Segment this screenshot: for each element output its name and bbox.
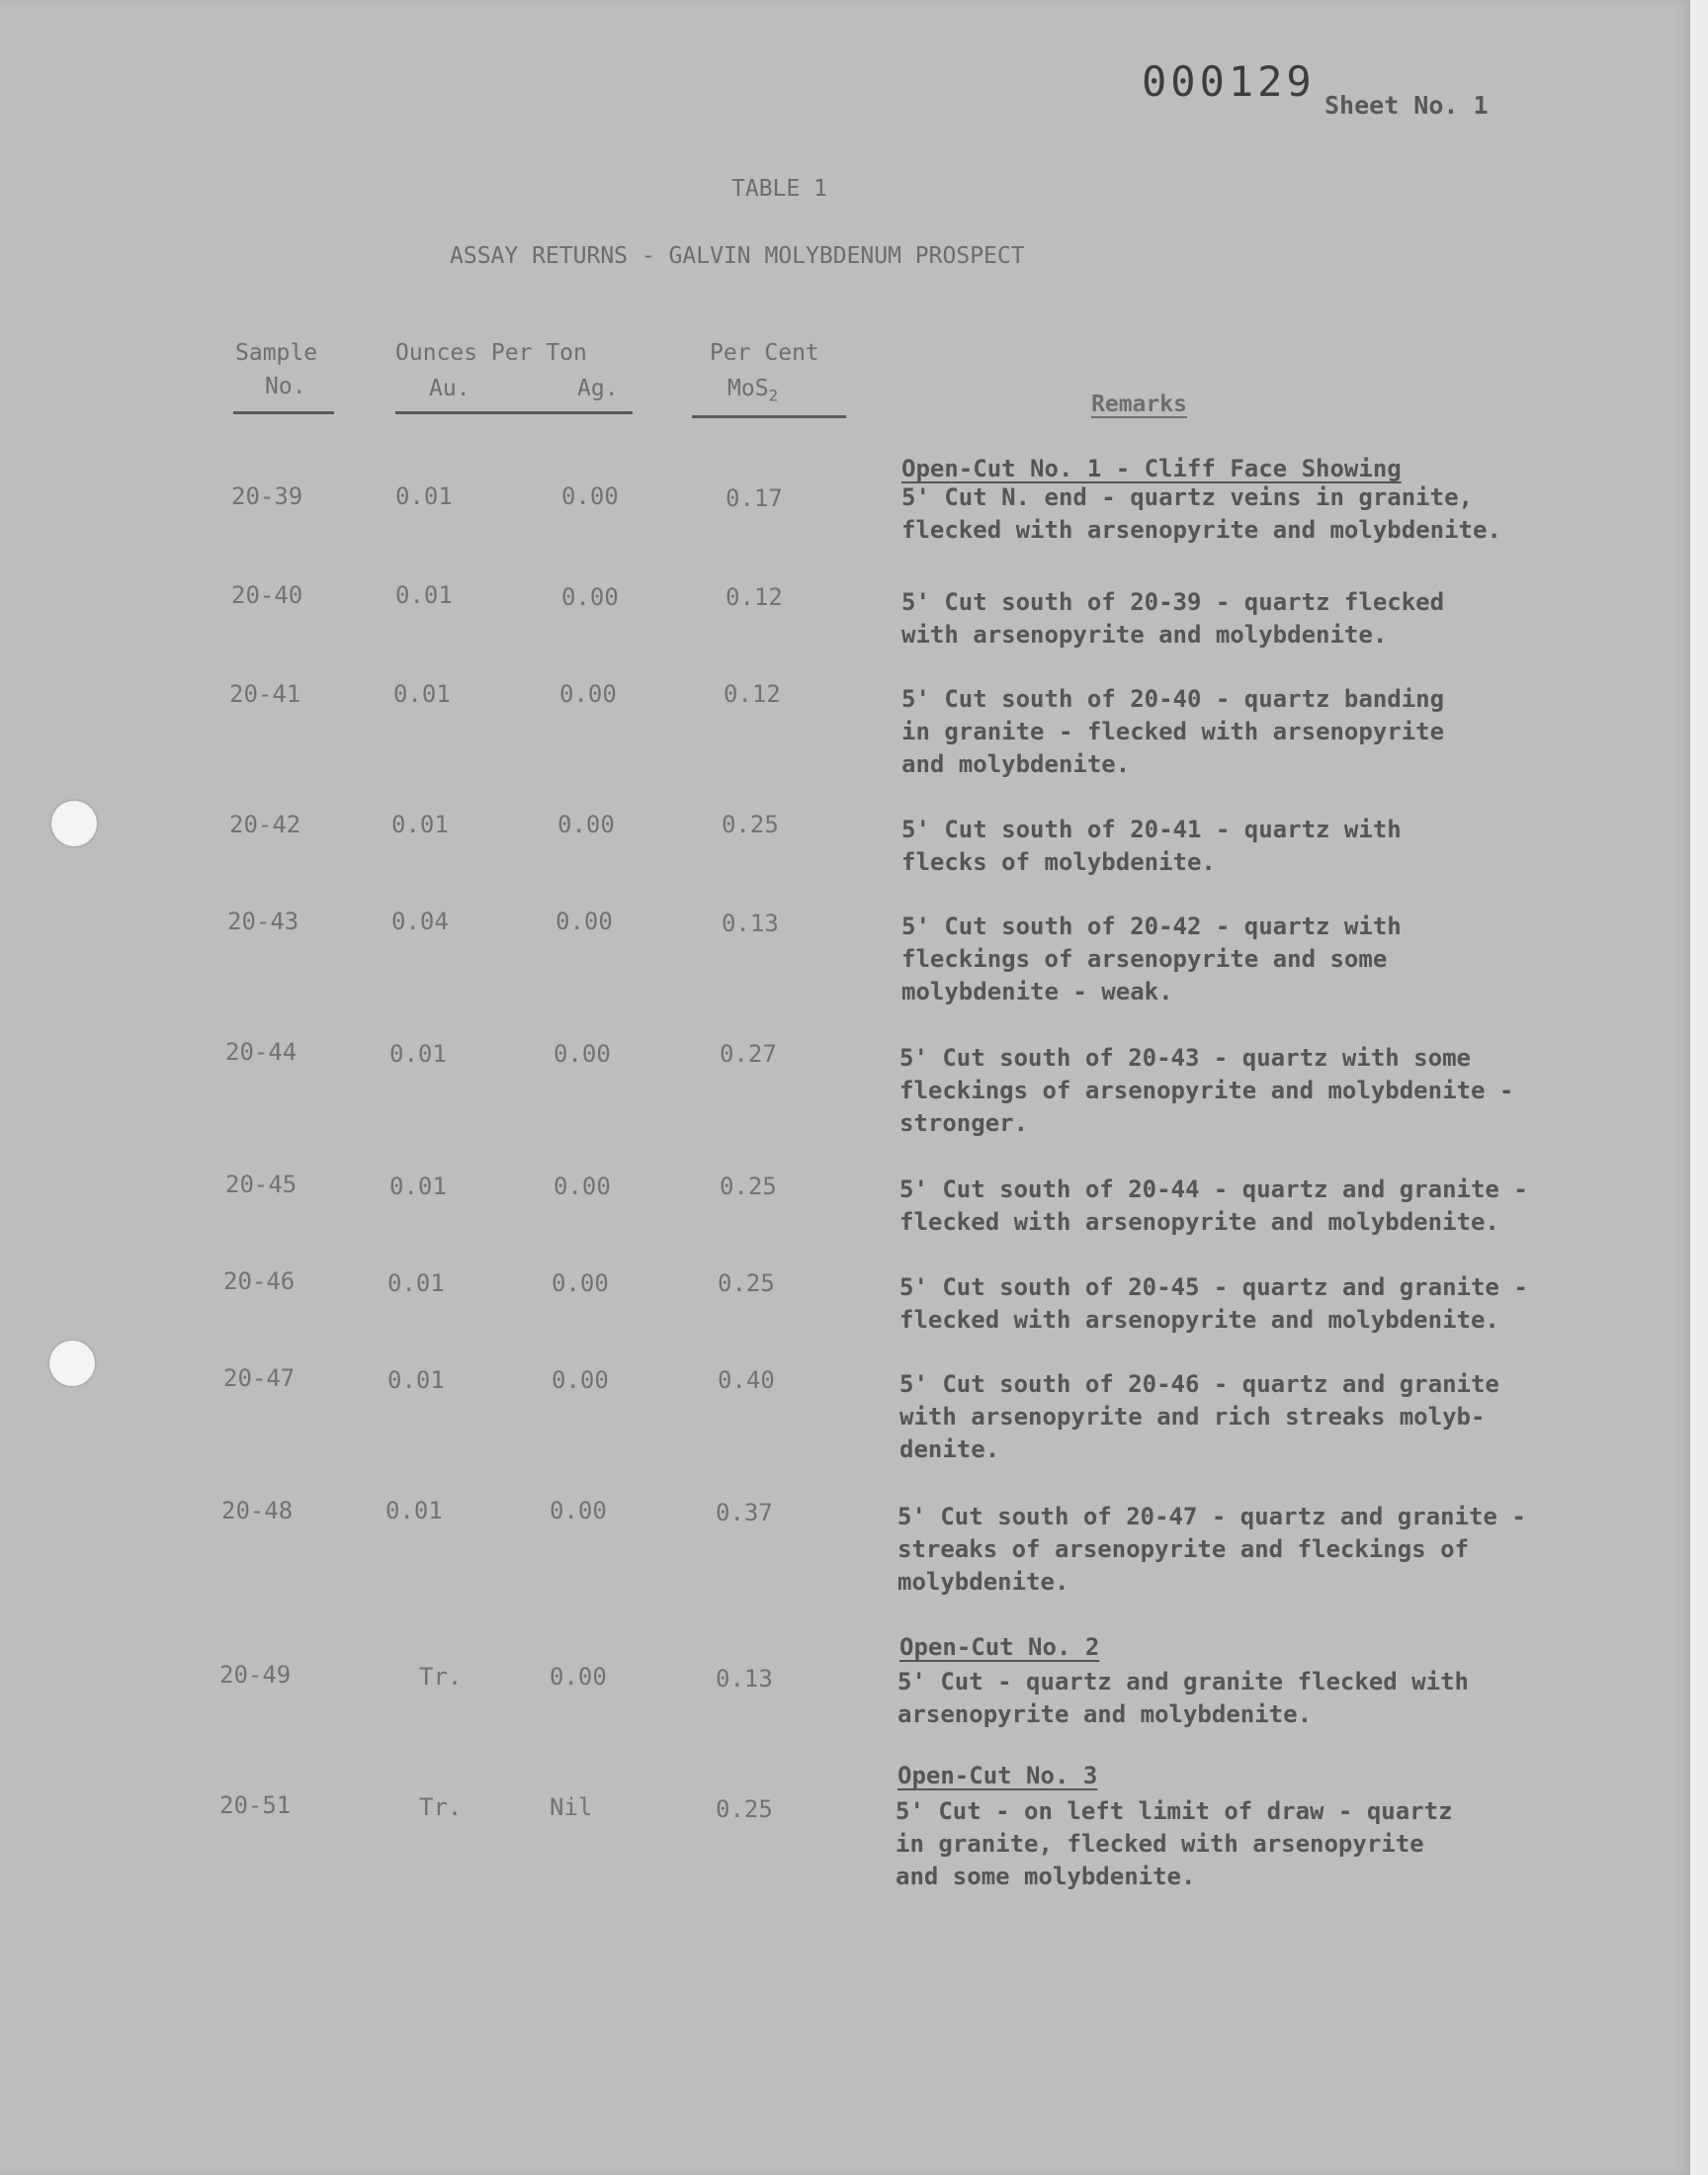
- sample-no: 20-47: [223, 1364, 296, 1392]
- header-sample-line1: Sample: [235, 340, 318, 366]
- au-value: Tr.: [419, 1793, 463, 1821]
- row-remarks: 5' Cut N. end - quartz veins in granite, flecked with arsenopyrite and molybdenite.: [901, 483, 1501, 544]
- section-open-cut-2: Open-Cut No. 2: [899, 1633, 1100, 1661]
- au-value: Tr.: [419, 1663, 463, 1691]
- header-mos2: MoS$_2$: [727, 376, 779, 405]
- row-remarks: 5' Cut south of 20-45 - quartz and granite - flecked with arsenopyrite and molybdenite.: [899, 1273, 1528, 1334]
- au-value: 0.01: [395, 482, 453, 510]
- row-remarks: 5' Cut - quartz and granite flecked with arsenopyrite and molybdenite.: [897, 1668, 1469, 1728]
- ag-value: Nil: [550, 1793, 593, 1821]
- section-open-cut-1: Open-Cut No. 1 - Cliff Face Showing: [901, 455, 1402, 482]
- sheet-number: Sheet No. 1: [1324, 91, 1489, 120]
- document-number-stamp: 000129: [1142, 57, 1316, 106]
- mos2-value: 0.25: [718, 1269, 775, 1297]
- au-value: 0.01: [389, 1173, 447, 1200]
- ag-value: 0.00: [554, 1040, 611, 1068]
- mos2-value: 0.25: [722, 811, 779, 838]
- ag-value: 0.00: [552, 1269, 609, 1297]
- header-remarks: Remarks: [1091, 392, 1187, 417]
- ag-value: 0.00: [554, 1173, 611, 1200]
- mos2-value: 0.37: [716, 1499, 773, 1526]
- sample-no: 20-51: [219, 1791, 292, 1819]
- row-remarks: 5' Cut south of 20-40 - quartz banding in granite - flecked with arsenopyrite and molybdenite.: [901, 685, 1445, 778]
- header-ounces-per-ton: Ounces Per Ton: [395, 340, 587, 366]
- header-rule: [692, 415, 846, 418]
- ag-value: 0.00: [559, 680, 617, 708]
- mos2-value: 0.25: [716, 1795, 773, 1823]
- au-value: 0.04: [391, 908, 449, 935]
- ag-value: 0.00: [561, 583, 619, 611]
- row-remarks: 5' Cut south of 20-47 - quartz and granite - streaks of arsenopyrite and fleckings of molybdenite.: [897, 1503, 1526, 1596]
- header-per-cent: Per Cent: [710, 340, 819, 366]
- au-value: 0.01: [389, 1040, 447, 1068]
- row-remarks: 5' Cut south of 20-43 - quartz with some fleckings of arsenopyrite and molybdenite - stronger.: [899, 1044, 1514, 1137]
- sample-no: 20-42: [229, 811, 301, 838]
- punch-hole: [51, 801, 97, 846]
- mos2-value: 0.17: [726, 484, 783, 512]
- table-subtitle: ASSAY RETURNS - GALVIN MOLYBDENUM PROSPECT: [450, 243, 1025, 269]
- sample-no: 20-44: [225, 1038, 298, 1066]
- header-au: Au.: [429, 376, 470, 401]
- mos2-value: 0.12: [724, 680, 781, 708]
- row-remarks: 5' Cut south of 20-46 - quartz and granite with arsenopyrite and rich streaks molyb- denite.: [899, 1370, 1499, 1463]
- row-remarks: 5' Cut south of 20-41 - quartz with flecks of molybdenite.: [901, 816, 1402, 876]
- header-rule: [233, 411, 334, 414]
- au-value: 0.01: [391, 811, 449, 838]
- sample-no: 20-45: [225, 1171, 298, 1198]
- row-remarks: 5' Cut south of 20-39 - quartz flecked with arsenopyrite and molybdenite.: [901, 588, 1445, 649]
- punch-hole: [49, 1341, 95, 1386]
- au-value: 0.01: [387, 1269, 445, 1297]
- sample-no: 20-48: [221, 1497, 294, 1524]
- sample-no: 20-39: [231, 482, 303, 510]
- ag-value: 0.00: [557, 811, 615, 838]
- mos2-value: 0.13: [716, 1665, 773, 1693]
- row-remarks: 5' Cut south of 20-42 - quartz with fleckings of arsenopyrite and some molybdenite - weak.: [901, 913, 1402, 1005]
- section-open-cut-3: Open-Cut No. 3: [897, 1762, 1098, 1789]
- sample-no: 20-41: [229, 680, 301, 708]
- sample-no: 20-46: [223, 1267, 296, 1295]
- au-value: 0.01: [395, 581, 453, 609]
- sample-no: 20-43: [227, 908, 299, 935]
- au-value: 0.01: [393, 680, 451, 708]
- sample-no: 20-49: [219, 1661, 292, 1689]
- mos2-value: 0.12: [726, 583, 783, 611]
- mos2-value: 0.25: [720, 1173, 777, 1200]
- table-title: TABLE 1: [731, 176, 827, 202]
- header-rule: [395, 411, 633, 414]
- au-value: 0.01: [387, 1366, 445, 1394]
- scan-margin: [1690, 0, 1708, 2175]
- header-ag: Ag.: [577, 376, 619, 401]
- row-remarks: 5' Cut south of 20-44 - quartz and granite - flecked with arsenopyrite and molybdenite.: [899, 1175, 1528, 1236]
- ag-value: 0.00: [552, 1366, 609, 1394]
- au-value: 0.01: [385, 1497, 443, 1524]
- row-remarks: 5' Cut - on left limit of draw - quartz in granite, flecked with arsenopyrite and some molybdenite.: [896, 1797, 1453, 1890]
- mos2-value: 0.40: [718, 1366, 775, 1394]
- ag-value: 0.00: [550, 1663, 607, 1691]
- sample-no: 20-40: [231, 581, 303, 609]
- ag-value: 0.00: [550, 1497, 607, 1524]
- ag-value: 0.00: [561, 482, 619, 510]
- header-sample-line2: No.: [265, 374, 306, 399]
- ag-value: 0.00: [555, 908, 613, 935]
- mos2-value: 0.13: [722, 910, 779, 937]
- mos2-value: 0.27: [720, 1040, 777, 1068]
